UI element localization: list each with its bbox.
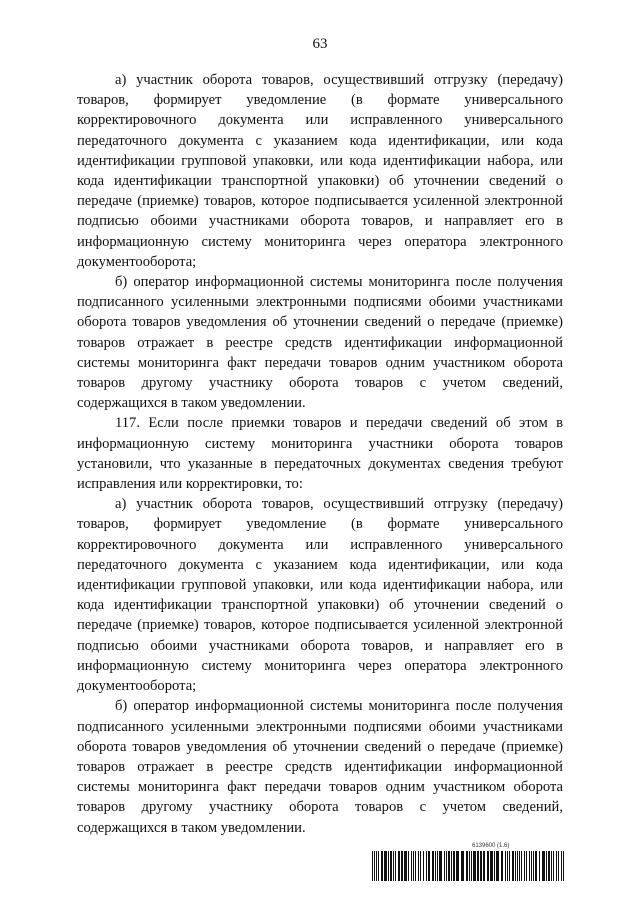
document-code: 6139600 (1.6) xyxy=(472,843,510,849)
page-number: 63 xyxy=(312,36,328,52)
paragraph-3: 117. Если после приемки товаров и передачи сведений об этом в информационную систему мониторинга участники оборота товаров установили, что указанные в передаточных документах сведения требуют исправления или корректировки, то: xyxy=(77,415,563,493)
paragraph-2: б) оператор информационной системы мониторинга после получения подписанного усиленными электронными подписями обоими участниками оборота товаров уведомления об уточнении сведений о передаче (приемке) товаров отражает в реестре средств идентификации информационной системы мониторинга факт передачи товаров одним участником оборота товаров другому участнику оборота товаров с учетом сведений, содержащихся в таком уведомлении. xyxy=(77,274,563,412)
barcode-icon xyxy=(372,851,564,881)
paragraph-5: б) оператор информационной системы мониторинга после получения подписанного усиленными электронными подписями обоими участниками оборота товаров уведомления об уточнении сведений о передаче (приемке) товаров отражает в реестре средств идентификации информационной системы мониторинга факт передачи товаров одним участником оборота товаров другому участнику оборота товаров с учетом сведений, содержащихся в таком уведомлении. xyxy=(77,698,563,836)
document-body xyxy=(77,70,563,838)
paragraph-1: а) участник оборота товаров, осуществивший отгрузку (передачу) товаров, формирует уведомление (в формате универсального корректировочного документа или исправленного универсального передаточного документа с указанием кода идентификации, или кода идентификации групповой упаковки, или кода идентификации набора, или кода идентификации транспортной упаковки) об уточнении сведений о передаче (приемке) товаров, которое подписывается усиленной электронной подписью обоими участниками оборота товаров, и направляет его в информационную систему мониторинга через оператора электронного документооборота; xyxy=(77,72,563,270)
paragraph-4: а) участник оборота товаров, осуществивший отгрузку (передачу) товаров, формирует уведомление (в формате универсального корректировочного документа или исправленного универсального передаточного документа с указанием кода идентификации, или кода идентификации групповой упаковки, или кода идентификации набора, или кода идентификации транспортной упаковки) об уточнении сведений о передаче (приемке) товаров, которое подписывается усиленной электронной подписью обоими участниками оборота товаров, и направляет его в информационную систему мониторинга через оператора электронного документооборота; xyxy=(77,496,563,695)
